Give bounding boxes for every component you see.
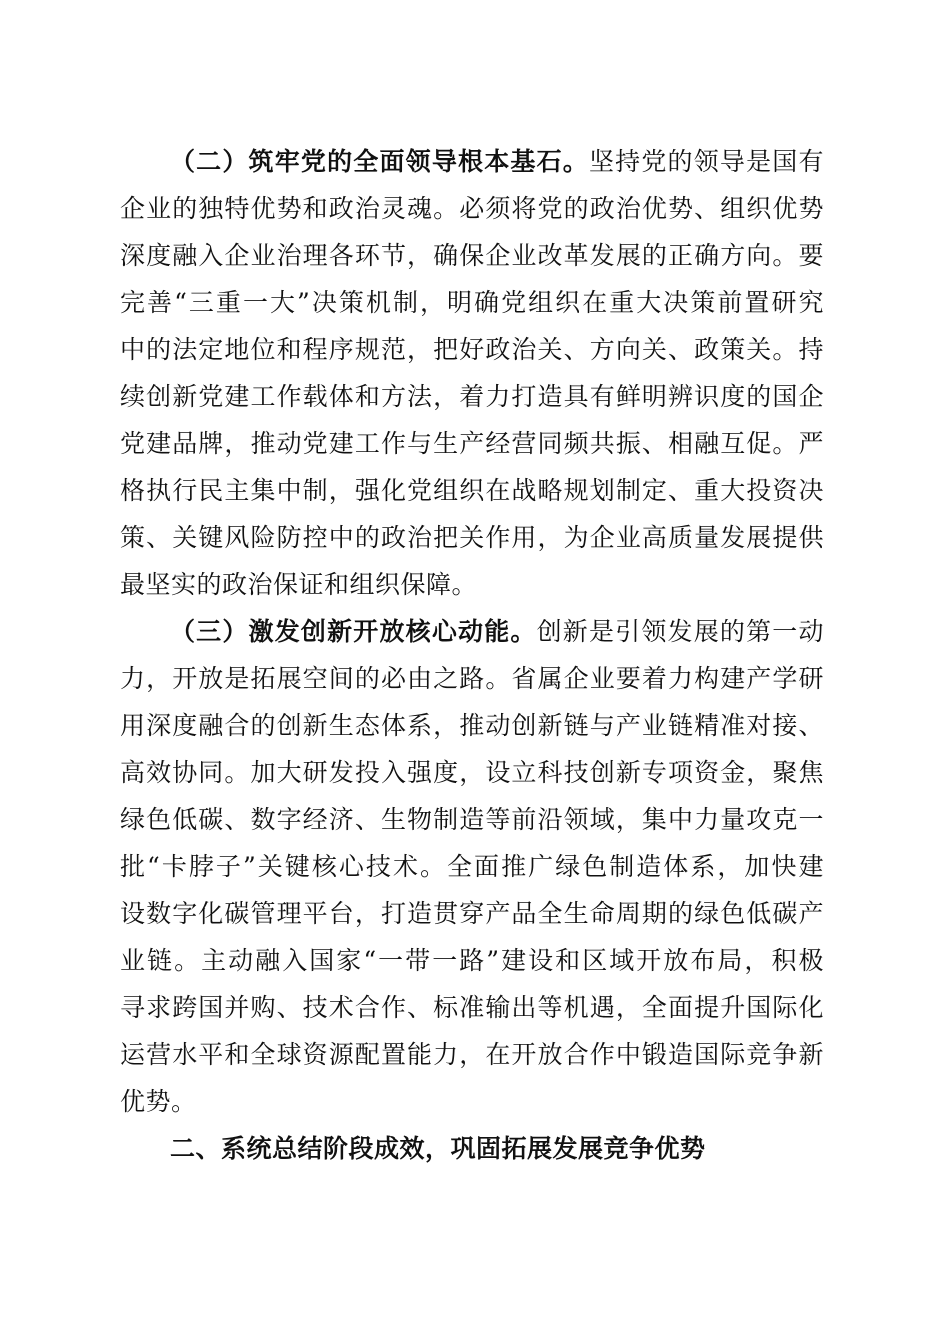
paragraph-2-line: 续创新党建工作载体和方法，着力打造具有鲜明辨识度的国企 (120, 382, 824, 411)
paragraph-2-first-text: 坚持党的领导是国有 (588, 147, 824, 176)
section-heading: 二、系统总结阶段成效，巩固拓展发展竞争优势 (170, 1134, 706, 1163)
paragraph-2-line: 企业的独特优势和政治灵魂。必须将党的政治优势、组织优势 (120, 194, 824, 223)
paragraph-2-line-1 (170, 139, 824, 185)
paragraph-3-line: 批“卡脖子”关键核心技术。全面推广绿色制造体系，加快建 (120, 852, 824, 881)
paragraph-3-line: 运营水平和全球资源配置能力，在开放合作中锻造国际竞争新 (120, 1040, 824, 1069)
paragraph-2-line: 深度融入企业治理各环节，确保企业改革发展的正确方向。要 (120, 241, 824, 270)
paragraph-3-line: 设数字化碳管理平台，打造贯穿产品全生命周期的绿色低碳产 (120, 899, 824, 928)
paragraph-2-line: 中的法定地位和程序规范，把好政治关、方向关、政策关。持 (120, 335, 824, 364)
paragraph-3-line: 业链。主动融入国家“一带一路”建设和区域开放布局，积极 (120, 946, 824, 975)
paragraph-3-line: 力，开放是拓展空间的必由之路。省属企业要着力构建产学研 (120, 664, 824, 693)
paragraph-2-line: 最坚实的政治保证和组织保障。 (120, 570, 478, 599)
paragraph-3-line-1 (170, 609, 824, 655)
paragraph-3-first-text: 创新是引领发展的第一动 (536, 617, 824, 646)
paragraph-3-heading: （三）激发创新开放核心动能。 (170, 617, 537, 646)
paragraph-2-line: 格执行民主集中制，强化党组织在战略规划制定、重大投资决 (120, 476, 824, 505)
paragraph-2-heading: （二）筑牢党的全面领导根本基石。 (170, 147, 589, 176)
paragraph-2-line: 策、关键风险防控中的政治把关作用，为企业高质量发展提供 (120, 523, 824, 552)
paragraph-3-line: 绿色低碳、数字经济、生物制造等前沿领域，集中力量攻克一 (120, 805, 824, 834)
paragraph-2-line: 党建品牌，推动党建工作与生产经营同频共振、相融互促。严 (120, 429, 824, 458)
paragraph-3-line: 用深度融合的创新生态体系，推动创新链与产业链精准对接、 (120, 711, 824, 740)
paragraph-3-line: 寻求跨国并购、技术合作、标准输出等机遇，全面提升国际化 (120, 993, 824, 1022)
paragraph-3-line: 高效协同。加大研发投入强度，设立科技创新专项资金，聚焦 (120, 758, 824, 787)
paragraph-2-line: 完善“三重一大”决策机制，明确党组织在重大决策前置研究 (120, 288, 824, 317)
paragraph-3-line: 优势。 (120, 1087, 197, 1116)
